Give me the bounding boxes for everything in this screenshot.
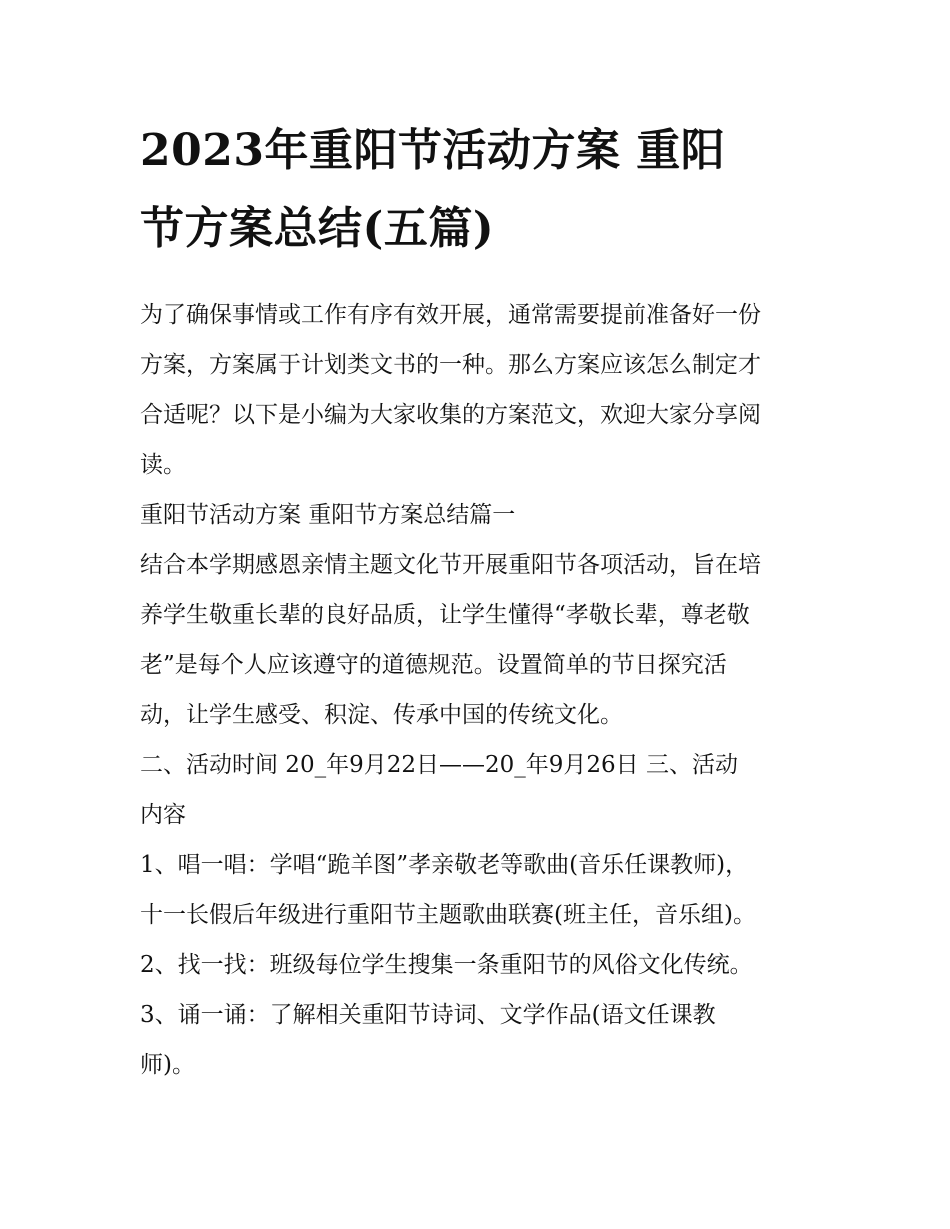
text-line: 十一长假后年级进行重阳节主题歌曲联赛(班主任，音乐组)。	[140, 902, 756, 928]
text-line: 合适呢？以下是小编为大家收集的方案范文，欢迎大家分享阅	[140, 402, 761, 428]
title-line: 2023年重阳节活动方案 重阳	[140, 125, 726, 176]
text-line: 重阳节活动方案 重阳节方案总结篇一	[140, 502, 516, 528]
list-item	[140, 840, 820, 940]
text-line: 为了确保事情或工作有序有效开展，通常需要提前准备好一份	[140, 302, 761, 328]
text-line: 3、诵一诵：了解相关重阳节诗词、文学作品(语文任课教	[140, 1002, 716, 1028]
text-line: 老”是每个人应该遵守的道德规范。设置简单的节日探究活	[140, 652, 727, 678]
text-line: 动，让学生感受、积淀、传承中国的传统文化。	[140, 702, 623, 728]
text-line: 养学生敬重长辈的良好品质，让学生懂得“孝敬长辈，尊老敬	[140, 602, 750, 628]
purpose-paragraph	[140, 540, 820, 740]
text-line: 2、找一找：班级每位学生搜集一条重阳节的风俗文化传统。	[140, 952, 753, 978]
section-heading	[140, 490, 820, 540]
text-line: 读。	[140, 452, 186, 478]
title-line: 节方案总结(五篇)	[140, 203, 495, 254]
text-line: 1、唱一唱：学唱“跪羊图”孝亲敬老等歌曲(音乐任课教师)，	[140, 852, 749, 878]
text-line: 内容	[140, 802, 186, 828]
time-paragraph	[140, 740, 820, 840]
text-line: 方案，方案属于计划类文书的一种。那么方案应该怎么制定才	[140, 352, 761, 378]
text-line: 二、活动时间 20_年9月22日——20_年9月26日 三、活动	[140, 752, 738, 778]
list-item	[140, 940, 820, 990]
document-page	[140, 112, 820, 1090]
intro-paragraph	[140, 290, 820, 490]
list-item	[140, 990, 820, 1090]
text-line: 师)。	[140, 1052, 195, 1078]
document-body	[140, 290, 820, 1090]
text-line: 结合本学期感恩亲情主题文化节开展重阳节各项活动，旨在培	[140, 552, 761, 578]
document-title	[140, 112, 820, 268]
